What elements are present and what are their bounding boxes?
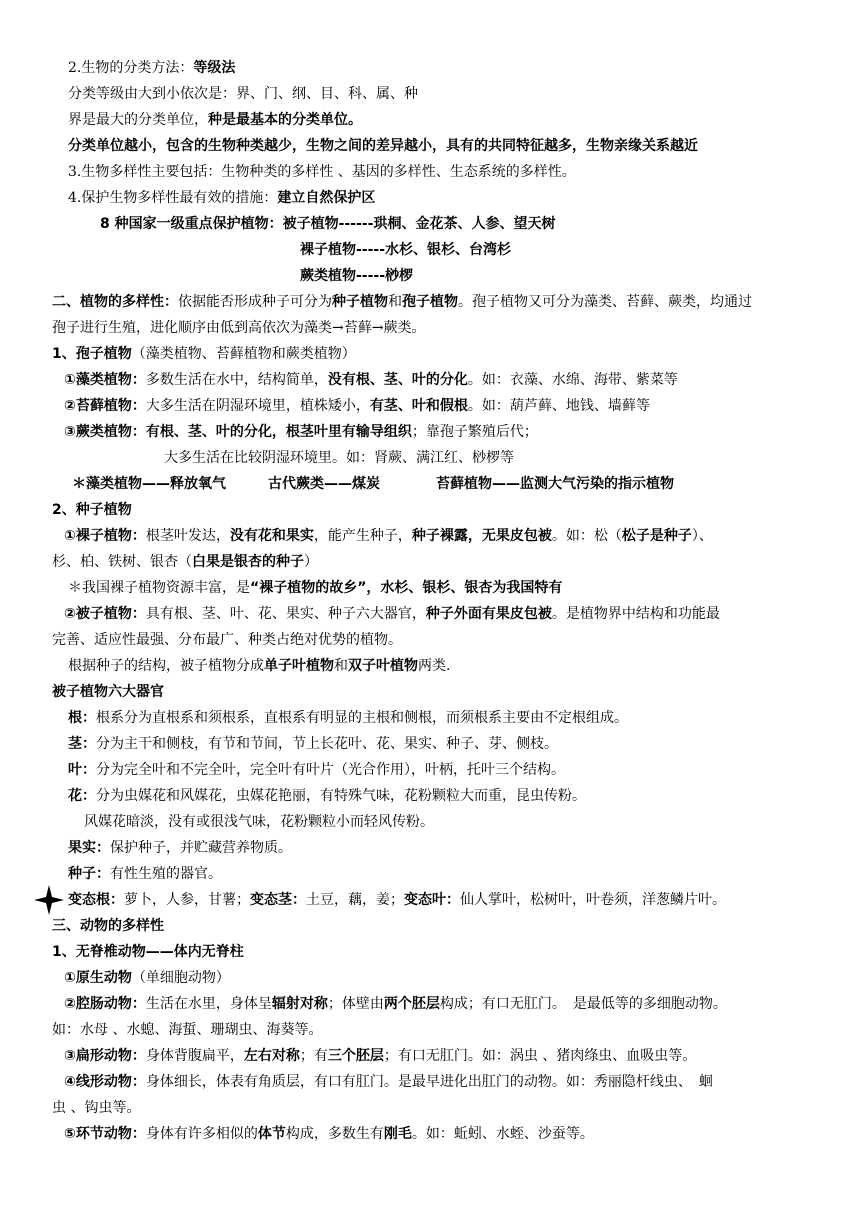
bold-text: 左右对称 [243,1048,300,1064]
body-text: 。孢子植物又可分为藻类、苔藓、蕨类，均通过 [458,294,752,310]
text-line [52,500,132,520]
body-text: 根茎叶发达， [145,528,230,544]
bold-text: 种子植物 [332,294,388,310]
bold-text: 根： [68,710,96,726]
bold-text: 裸子植物-----水杉、银杉、台湾杉 [300,242,512,258]
text-line [68,84,418,104]
body-text: 孢子进行生殖，进化顺序由低到高依次为藻类→苔藓→蕨类。 [52,320,426,336]
body-text: 如：水母 、水螅、海蜇、珊瑚虫、海葵等。 [52,1022,323,1038]
text-line [68,656,450,676]
body-text: （藻类植物、苔藓植物和蕨类植物） [131,346,356,362]
text-line [68,734,558,754]
bold-text: 变态根： [68,892,124,908]
text-line [64,526,713,546]
text-line [64,604,720,624]
text-line [52,1020,322,1040]
body-text: 风媒花暗淡，没有或很浅气味，花粉颗粒小而轻风传粉。 [84,814,434,830]
text-line [68,890,726,910]
body-text: 。是植物界中结构和功能最 [551,606,720,622]
text-line [64,1072,713,1092]
body-text: 根据种子的结构，被子植物分成 [68,658,264,674]
body-text: 3.生物多样性主要包括：生物种类的多样性 、基因的多样性、生态系统的多样性。 [68,164,576,180]
text-line [52,1098,140,1118]
bold-text: 没有根、茎、叶的分化 [327,372,468,388]
body-text: 2.生物的分类方法： [68,60,194,76]
text-line [72,474,674,494]
bold-text: 叶： [68,762,96,778]
bold-text: 三、动物的多样性 [52,918,164,934]
bold-text: 建立自然保护区 [277,190,376,206]
bold-text: ①原生动物 [64,970,132,986]
body-text: ）、 [691,528,713,544]
bold-text: ②腔肠动物： [64,996,146,1012]
bold-text: 单子叶植物 [264,658,334,674]
body-text: ；靠孢子繁殖后代； [411,424,538,440]
body-text: 虫 、钩虫等。 [52,1100,141,1116]
body-text: 。如：松（ [551,528,622,544]
bold-text: ②被子植物： [64,606,146,622]
text-line [84,812,434,832]
text-line [52,292,752,312]
body-text: 萝卜，人参，甘薯； [124,892,250,908]
text-line [64,994,727,1014]
bold-text: 蕨类植物-----桫椤 [300,268,414,284]
text-line [64,370,678,390]
bold-text: 分类单位越小，包含的生物种类越少，生物之间的差异越小，具有的共同特征越多，生物亲缘关系越近 [68,138,698,154]
bold-text: 两个胚层 [383,996,440,1012]
bold-text: 白果是银杏的种子 [192,554,304,570]
body-text: ） [304,554,318,570]
text-line [52,344,356,364]
body-text: 有性生殖的器官。 [110,866,222,882]
body-text: ；有 [299,1048,328,1064]
bold-text: 1、孢子植物 [52,346,132,362]
text-line [68,708,628,728]
body-text: 分类等级由大到小依次是：界、门、纲、目、科、属、种 [68,86,418,102]
four-point-star-icon [34,885,64,915]
body-text: 根系分为直根系和须根系，直根系有明显的主根和侧根，而须根系主要由不定根组成。 [96,710,628,726]
text-line [64,968,230,988]
body-text: 生活在水里，身体呈 [145,996,272,1012]
bold-text: 孢子植物 [402,294,458,310]
body-text: 构成；有口无肛门。 是最低等的多细胞动物。 [439,996,727,1012]
bold-text: ⑤环节动物： [64,1126,146,1142]
body-text: 多数生活在水中，结构简单， [145,372,328,388]
bold-text: 二、植物的多样性： [52,294,178,310]
bold-text: ②苔藓植物： [64,398,146,414]
body-text: 土豆，藕，姜； [306,892,404,908]
body-text: 两类. [418,658,451,674]
bold-text: 8 种国家一级重点保护植物：被子植物------珙桐、金花茶、人参、望天树 [100,216,556,232]
body-text: 完善、适应性最强、分布最广、种类占绝对优势的植物。 [52,632,402,648]
text-line [68,786,586,806]
text-line [68,58,235,78]
bold-text: ④线形动物： [64,1074,146,1090]
text-line [68,760,565,780]
bold-text: ①藻类植物： [64,372,146,388]
body-text: （单细胞动物） [131,970,230,986]
body-text: 。如：蚯蚓、水蛭、沙蚕等。 [411,1126,594,1142]
text-line [52,916,164,936]
body-text: 仙人掌叶，松树叶，叶卷须，洋葱鳞片叶。 [460,892,726,908]
bold-text: “裸子植物的故乡”，水杉、银杉、银杏为我国特有 [250,580,563,596]
body-text: ＊我国裸子植物资源丰富，是 [68,580,250,596]
body-text: 4.保护生物多样性最有效的措施： [68,190,278,206]
bold-text: 三个胚层 [327,1048,384,1064]
text-line [300,266,413,286]
bold-text: ＊藻类植物——释放氧气 古代蕨类——煤炭 苔藓植物——监测大气污染的指示植物 [72,476,674,492]
body-text: 身体背腹扁平， [145,1048,244,1064]
body-text: 分为主干和侧枝，有节和节间，节上长花叶、花、果实、种子、芽、侧枝。 [96,736,558,752]
bold-text: 被子植物六大器官 [52,684,164,700]
body-text: 。如：葫芦藓、地钱、墙藓等 [467,398,650,414]
bold-text: 变态叶： [404,892,460,908]
text-line [64,422,538,442]
bold-text: 1、无脊椎动物——体内无脊柱 [52,944,244,960]
bold-text: ③蕨类植物： [64,424,146,440]
bold-text: 种子裸露，无果皮包被 [411,528,552,544]
body-text: 依据能否形成种子可分为 [178,294,332,310]
body-text: ；有口无肛门。如：涡虫 、猪肉绦虫、血吸虫等。 [383,1048,697,1064]
text-line [52,552,318,572]
body-text: 分为完全叶和不完全叶，完全叶有叶片（光合作用），叶柄，托叶三个结构。 [96,762,565,778]
bold-text: 种子： [68,866,110,882]
body-text: 构成，多数生有 [285,1126,384,1142]
text-line [52,318,425,338]
text-line [68,162,576,182]
body-text: 和 [388,294,402,310]
body-text: 分为虫媒花和风媒花，虫媒花艳丽，有特殊气味，花粉颗粒大而重，昆虫传粉。 [96,788,586,804]
text-line [68,136,698,156]
text-line [68,838,292,858]
bold-text: 种是最基本的分类单位。 [208,112,362,128]
text-line [64,1046,696,1066]
text-line [52,682,164,702]
text-line [300,240,511,260]
text-line [52,942,244,962]
body-text: 杉、柏、铁树、银杏（ [52,554,192,570]
bold-text: ③扁形动物： [64,1048,146,1064]
text-line [68,188,375,208]
bold-text: 2、种子植物 [52,502,132,518]
text-line [68,864,222,884]
body-text: ，能产生种子， [313,528,412,544]
body-text: 身体细长，体表有角质层，有口有肛门。是最早进化出肛门的动物。如：秀丽隐杆线虫、 蛔 [145,1074,713,1090]
bold-text: 体节 [257,1126,286,1142]
text-line [100,214,555,234]
body-text: 保护种子，并贮藏营养物质。 [110,840,292,856]
bold-text: 花： [68,788,96,804]
body-text: 界是最大的分类单位， [68,112,208,128]
bold-text: 种子外面有果皮包被 [425,606,552,622]
bold-text: 等级法 [193,60,236,76]
bold-text: 果实： [68,840,110,856]
bold-text: 变态茎： [250,892,306,908]
text-line [64,1124,594,1144]
bold-text: 双子叶植物 [348,658,418,674]
text-line [68,578,562,598]
text-line [52,630,402,650]
bold-text: ①裸子植物： [64,528,146,544]
body-text: 大多生活在阴湿环境里，植株矮小， [145,398,370,414]
bold-text: 刚毛 [383,1126,412,1142]
bold-text: 有茎、叶和假根 [369,398,468,414]
text-line [64,396,650,416]
body-text: ；体壁由 [327,996,384,1012]
bold-text: 有根、茎、叶的分化，根茎叶里有输导组织 [145,424,412,440]
text-line [68,110,362,130]
bold-text: 茎： [68,736,96,752]
body-text: 和 [334,658,348,674]
bold-text: 辐射对称 [271,996,328,1012]
text-line [164,448,514,468]
body-text: 。如：衣藻、水绵、海带、紫菜等 [467,372,678,388]
body-text: 具有根、茎、叶、花、果实、种子六大器官， [145,606,426,622]
bold-text: 松子是种子 [621,528,692,544]
body-text: 身体有许多相似的 [145,1126,258,1142]
body-text: 大多生活在比较阴湿环境里。如：肾蕨、满江红、桫椤等 [164,450,514,466]
bold-text: 没有花和果实 [229,528,314,544]
